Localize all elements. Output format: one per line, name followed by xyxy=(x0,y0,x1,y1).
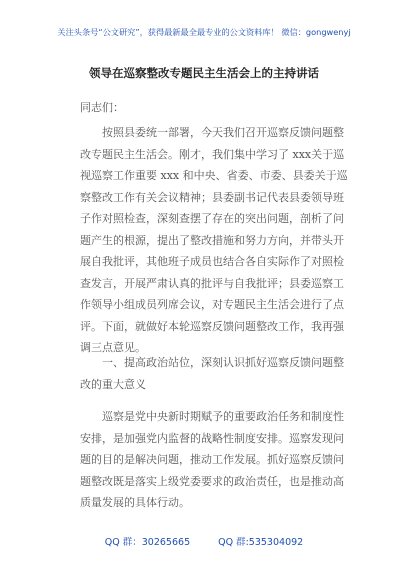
footer-qq-1: QQ 群：30265665 xyxy=(104,537,191,548)
paragraph-intro: 按照县委统一部署，今天我们召开巡察反馈问题整改专题民主生活会。刚才，我们集中学习了 xxx关于巡视巡察工作重要 xxx 和中央、省委、市委、县委关于巡察整改工作有关会议精神；县委副书记代表县委领导班子作对照检查，深刻查摆了存在的突出问题，剖析了问题产生的根源，提出了整改措施和努力方向，并带头开展自我批评，其他班子成员也结合各自实际作了对照检查发言，开展严肃认真的批评与自我批评；县委巡察工作领导小组成员列席会议，对专题民主生活会进行了点评。下面，就做好本轮巡察反馈问题整改工作，我再强调三点意见。 xyxy=(80,126,348,354)
footer-contact xyxy=(0,534,408,548)
footer-qq-2: QQ 群:535304092 xyxy=(218,537,304,548)
section-heading-1: 一、提高政治站位，深刻认识抓好巡察反馈问题整改的重大意义 xyxy=(80,356,344,391)
document-title: 领导在巡察整改专题民主生活会上的主持讲话 xyxy=(89,66,319,80)
greeting: 同志们： xyxy=(80,101,124,114)
paragraph-section-1: 巡察是党中央新时期赋予的重要政治任务和制度性安排，是加强党内监督的战略性制度安排。巡察发现问题的目的是解决问题，推动工作发展。抓好巡察反馈问题整改既是落实上级党委要求的政治责任，也是推动高质量发展的具体行动。 xyxy=(80,410,344,509)
header-banner: 关注头条号“公文研究”，获得最新最全最专业的公文资料库！ 微信：gongwenyj xyxy=(57,27,351,37)
